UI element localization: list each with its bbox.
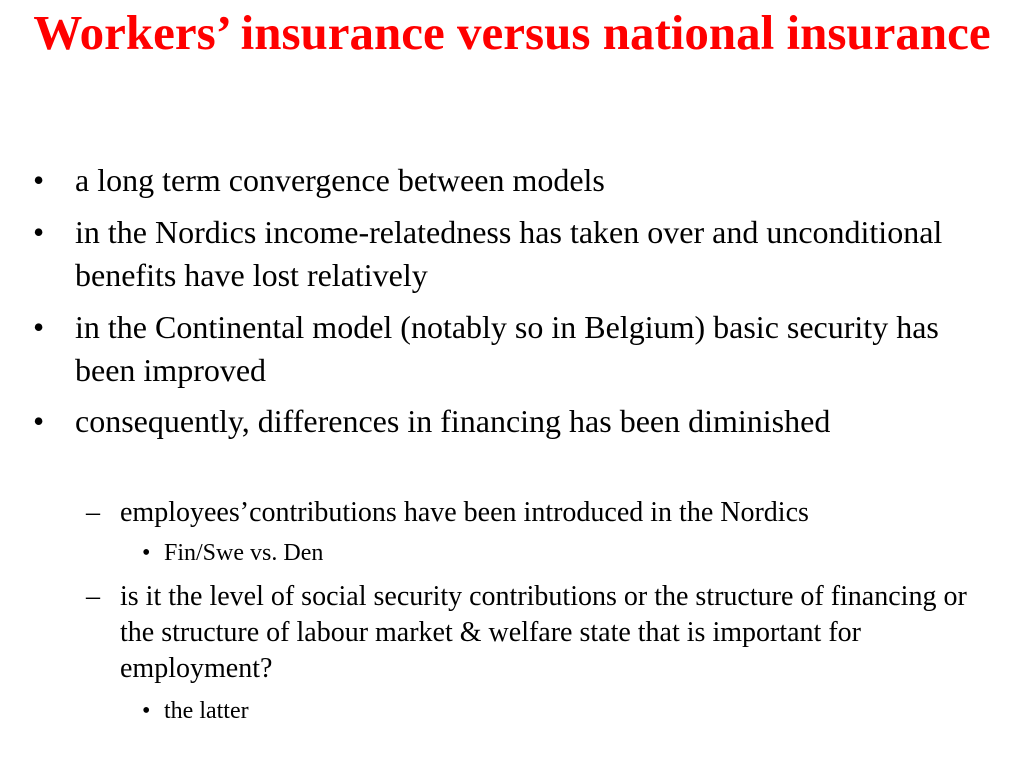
slide-title: Workers’ insurance versus national insurance — [33, 5, 991, 60]
bullet-item-continental — [33, 306, 975, 392]
bullet-icon: • — [33, 309, 45, 345]
sub-item-employment-question — [86, 579, 1000, 687]
bullet-text: in the Nordics income-relatedness has taken over and unconditional benefits have lost relatively — [75, 214, 943, 293]
bullet-item-convergence — [33, 159, 975, 202]
bullet-item-financing — [33, 400, 975, 443]
bullet-icon: • — [142, 698, 151, 724]
sub-sub-item-the-latter — [142, 696, 984, 727]
bullet-text: consequently, differences in financing has been diminished — [75, 403, 831, 439]
bullet-icon: • — [142, 540, 151, 566]
sub-item-employee-contributions — [86, 495, 1000, 531]
sub-sub-item-text: the latter — [164, 698, 249, 724]
bullet-text: in the Continental model (notably so in Belgium) basic security has been improved — [75, 309, 939, 388]
bullet-icon: • — [33, 403, 45, 439]
sub-sub-item-text: Fin/Swe vs. Den — [164, 540, 324, 566]
sub-item-text: is it the level of social security contributions or the structure of financing or the structure of labour market & welfare state that is important for employment? — [120, 581, 967, 684]
sub-sub-item-fin-swe — [142, 538, 984, 569]
dash-icon: – — [86, 497, 100, 528]
dash-icon: – — [86, 581, 100, 612]
bullet-icon: • — [33, 162, 45, 198]
bullet-icon: • — [33, 214, 45, 250]
bullet-text: a long term convergence between models — [75, 162, 605, 198]
bullet-item-nordics — [33, 211, 975, 297]
sub-item-text: employees’contributions have been introduced in the Nordics — [120, 497, 809, 528]
